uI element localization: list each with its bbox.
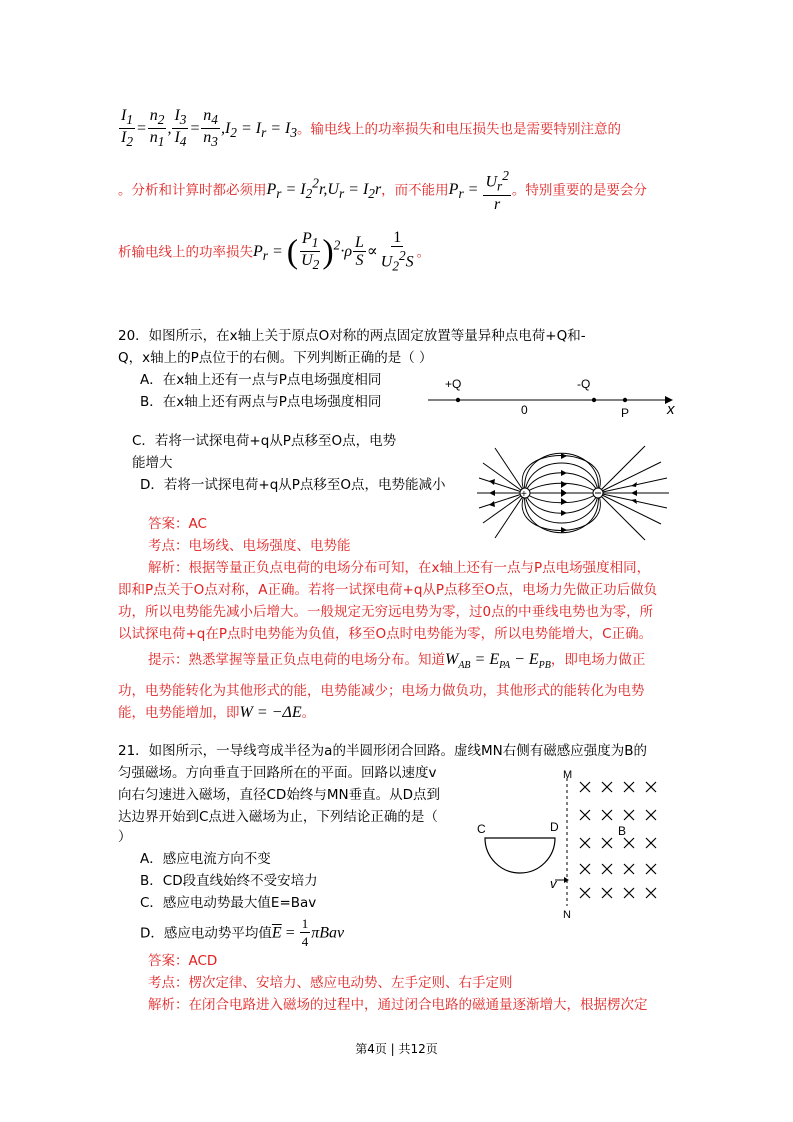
point-p <box>623 398 627 402</box>
magnetic-field-figure <box>470 768 670 920</box>
label-p: P <box>621 406 630 420</box>
semicircle-loop <box>485 838 555 873</box>
q21-option-d: D．感应电动势平均值$\overline{E}$ = $\frac{1}{4}$ πBav <box>140 916 345 949</box>
formula-line-1-text: 。输电线上的功率损失和电压损失也是需要特别注意的 <box>297 121 622 138</box>
q21-stem-3: 向右匀速进入磁场，直径CD始终与MN垂直。从D点到 <box>118 787 440 803</box>
label-n: N <box>563 909 571 920</box>
q21-option-b: B．CD段直线始终不受安培力 <box>140 873 318 889</box>
label-v: v <box>550 876 557 891</box>
q20-axis-figure <box>425 370 685 420</box>
page-footer: 第4页 | 共12页 <box>355 1042 438 1056</box>
label-plus-q: +Q <box>445 377 462 391</box>
q20-option-b: B．在x轴上还有两点与P点电场强度相同 <box>140 394 382 410</box>
formula-line-3-end: 。 <box>416 244 431 261</box>
q20-hint-3: 能，电势能增加，即W = −ΔE。 <box>118 704 316 721</box>
formula-line-2-end: 。特别重要的是要会分 <box>511 182 647 199</box>
q20-hint3-start: 能，电势能增加，即 <box>118 705 240 721</box>
positive-charge-symbol: + <box>521 489 527 500</box>
label-origin: 0 <box>521 403 528 417</box>
formula-line-1: $\frac{I_1}{I_2}$ = $\frac{n_2}{n_1}$ , $\frac{I_3}{I_4}$ = $\frac{n_4}{n_3}$ $,I_2 = I_r = I_3$。输电线上的功率损失和电压损失也是需要特别注意的 <box>121 107 622 150</box>
q21-stem-4: 达边界开始到C点进入磁场为止，下列结论正确的是（ <box>118 809 438 825</box>
q21-stem-2: 匀强磁场。方向垂直于回路所在的平面。回路以速度v <box>118 765 437 781</box>
label-x: x <box>667 401 675 418</box>
charge-plus-point <box>456 398 460 402</box>
q20-hint-1: 提示：熟悉掌握等量正负点电荷的电场分布。知道$W_{AB} = E_{PA} - E_{PB}$，即电场力做正 <box>148 651 646 672</box>
q21-topic: 考点：楞次定律、安培力、感应电动势、左手定则、右手定则 <box>148 975 513 991</box>
q20-analysis-3: 功，所以电势能先减小后增大。一般规定无穷远电势为零，过0点的中垂线电势也为零，所 <box>118 604 654 620</box>
q20-analysis-1: 解析：根据等量正负点电荷的电场分布可知，在x轴上还有一点与P点电场强度相同， <box>148 560 651 576</box>
q20-stem-2: Q，x轴上的P点位于的右侧。下列判断正确的是（ ） <box>118 350 433 366</box>
q20-topic: 考点：电场线、电场强度、电势能 <box>148 538 351 554</box>
q21-option-c: C．感应电动势最大值E=Bav <box>140 895 317 911</box>
formula-line-2: 。分析和计算时都必须用$P_r = I_2^2r,U_r = I_2r$，而不能用$P_r$ = $\frac{U_r^2}{r}$ 。特别重要的是要会分 <box>118 168 647 213</box>
q20-hint-start: 提示：熟悉掌握等量正负点电荷的电场分布。知道 <box>148 652 445 668</box>
q20-hint3-end: 。 <box>301 705 316 721</box>
q20-option-c-1: C．若将一试探电荷+q从P点移至O点，电势 <box>132 433 397 449</box>
q20-hint-2: 功，电势能转化为其他形式的能，电势能减少；电场力做负功，其他形式的能转化为电势 <box>118 683 645 699</box>
q20-hint-end: ，即电场力做正 <box>550 652 646 668</box>
q20-answer: 答案：AC <box>148 516 207 532</box>
q21-option-a: A．感应电流方向不变 <box>140 851 271 867</box>
q20-option-a: A．在x轴上还有一点与P点电场强度相同 <box>140 372 382 388</box>
label-m: M <box>563 769 573 781</box>
field-crosses <box>580 782 656 898</box>
formula-line-2-start: 。分析和计算时都必须用 <box>118 182 267 199</box>
formula-line-2-mid: ，而不能用 <box>381 182 449 199</box>
q20-analysis-4: 以试探电荷+q在P点时电势能为负值，移至O点时电势能为零，所以电势能增大，C正确。 <box>118 626 653 642</box>
label-c: C <box>477 822 486 836</box>
q20-option-c-2: 能增大 <box>132 455 173 471</box>
q21-answer: 答案：ACD <box>148 953 218 969</box>
charge-minus-point <box>592 398 596 402</box>
formula-line-3: 析输电线上的功率损失$P_r$ = ( $\frac{P_1}{U_2}$ )$^2$·ρ $\frac{L}{S}$ ∝ $\frac{1}{U_2^2S}$ 。 <box>118 229 431 274</box>
q21-analysis: 解析：在闭合电路进入磁场的过程中，通过闭合电路的磁通量逐渐增大，根据楞次定 <box>148 997 648 1013</box>
q20-option-d: D．若将一试探电荷+q从P点移至O点，电势能减小 <box>140 477 446 493</box>
field-lines-figure <box>473 438 673 550</box>
q20-stem-1: 20．如图所示，在x轴上关于原点O对称的两点固定放置等量异种点电荷+Q和- <box>118 328 586 344</box>
q20-analysis-2: 即和P点关于O点对称，A正确。若将一试探电荷+q从P点移至O点，电场力先做正功后做负 <box>118 582 658 598</box>
label-d: D <box>550 820 559 834</box>
label-minus-q: -Q <box>577 377 591 391</box>
q21-stem-1: 21．如图所示，一导线弯成半径为a的半圆形闭合回路。虚线MN右侧有磁感应强度为B的 <box>118 743 647 759</box>
formula-line-3-start: 析输电线上的功率损失 <box>118 244 253 261</box>
label-b: B <box>618 824 627 838</box>
q21-stem-5: ） <box>118 829 132 845</box>
q21-option-d-label: D．感应电动势平均值 <box>140 925 272 942</box>
